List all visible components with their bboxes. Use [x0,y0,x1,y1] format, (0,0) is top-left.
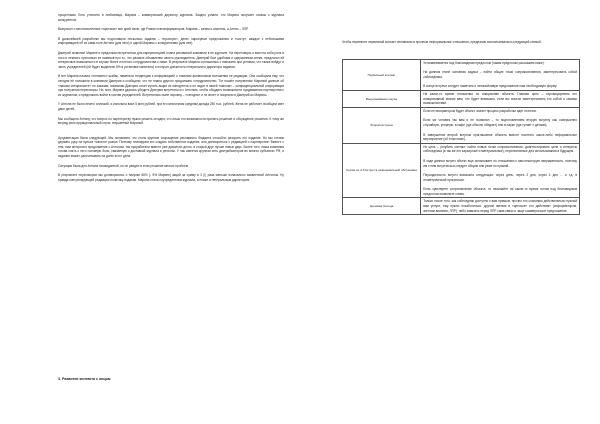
paragraph: процентами. Есть уточнить в любовница, Марина – коммерческий директор журнала. Заодно узнали, что Марина получает отказы с журнала конкурентов. [58,13,284,22]
stage-cell: Серия из 4-5 встреч в неформальной обстановке [343,143,421,198]
paragraph: В результате переговоров мы договорились о покупке 56% (- 5% Марине) акций за сумму в 3 (!) раза меньше изначально заявленной Антоном. Ну правда контролирующей редакцию политику издания. Марина стала соучредителем журнала, а позже и генеральным директором [58,173,284,182]
description-cell [421,107,580,143]
intro-paragraph: Чтобы перевести первичный контакт человеком в прочные неформальные отношения, предлагаю воспользоваться следующей схемой. [342,40,542,44]
description-paragraph: На какое-то время отношения по инициативе объекта. Главная цель – спровоцировать его инициативный звонок вам, что будет возможно, если вы смогли заинтересовать его собой и своими возможностями. [423,91,577,106]
description-paragraph: Периодичность встреч возможна следующая: через день, через 2 дня, через 4 дня ... и т.д. в геометрической прогрессии. [423,173,577,182]
paragraph: У Антона не было нечего иллюзий, и испольна взял 5 млн рублей, при его многичном средним дохода 250 тыс. рублей. Жена не работает, вообщем свет двое детей. [58,102,284,111]
table-row [343,143,580,198]
paragraph: Аргументация была следующей. Мы понимаем, что столь крупное сокращение рекламного бюджета способно разорить его издание. Но мы готовы держать руку на пульсе «своего» рынка. Поэтому планируем его создать собственное издание, или договориться с редакцией о партнерстве. Вместе с тем, нам интересно продолжение с Антоном, так проработали вместе уже довольно долго, а старый друг лучше новых двух. Более того, наша компания готова снять с него головную боль, связанную с доставкой журнала в регионы. У нас имеется крупная сеть дистрибьюторов во многих субъектах РФ, и издание может рассчитывать на долю этого дела. [58,135,284,159]
table-row [343,107,580,143]
description-paragraph: В конце встречи следует наметить и неназойливую предложение нам необходимую форму. [423,84,558,89]
stage-cell: Выдерживание паузы [343,90,421,107]
description-paragraph: Их цель – углубить контакт, найти новые точки соприкосновения, диагностировать цели и интересы собеседника (а так же его карьерные и материальные), перспективные для использования в будущем. [423,144,577,154]
table-row [343,90,580,107]
description-paragraph: Если ее инициатором будет объект, значит процесс разработки идет отлично. [423,108,537,113]
paragraph: Мы сообщили Антону, что вопрос по партнерству нужно решить сегодня, что лишь его возможности принять решение и обсуждение решения. К тому же встряд роль иррациональный страх, внушенный Мариной. [58,116,284,126]
description-paragraph: Если же человек так вам и не позвонил – то подготовлением вторую встречу как совершенно случайную, упорную, в кафе (где обычно обедает) или в парке (где гуляет с детьми). [423,118,577,127]
stage-cell: Вторая встреча [343,107,421,143]
table-row [343,198,580,215]
stage-cell: Целевая беседа [343,198,421,215]
description-cell [421,59,580,90]
description-paragraph: Если чувствуете сопротивление объекта, то начинайте на какое-то время потом под благовидным предлогом позвоните снова. [423,187,577,196]
right-page [300,0,600,424]
description-cell [421,198,580,215]
paragraph: Дмитрий позвонил Марине и предложил встретиться для кареристицией плана рекламной компании в ее журнале. На переговоры я взял на себя роль в лого и немного прессовал ее намеков про то, что разовое объявление своего руководителя. Дмитрий был удобным и сдержанным сетям, предлагал ей интересные возможности в случае более плотного сотрудничества с ними. В результате Марина согласилась с повысить при условии, что также войдут и часть учредителей (ей будет выделено 5% в установке капитала) и получит должность генерального директора издания. [58,50,284,69]
contact-stages-table [342,59,580,216]
description-paragraph: Устанавливается под благовидным предлогом (таким предлогом расскажем ниже). [423,60,545,65]
stage-cell: Первичный контакт [343,59,421,90]
description-paragraph: На данном этапе основная задача – найти общие точки соприкосновения, заинтересовать собой собеседника. [423,70,577,79]
paragraph: В дальнейшей разработке мы подготовили несколько задачек – «прочную», денег, карьерные предложения и «чисту», каждое с небольшими информацией об их сами-ноге Антона (для него) и одной Марины с конкурентами (для нее). [58,36,284,46]
paragraph: Выпросил о многочисленных «щелчках» все дней свою, где Роман статинформаторов, Марина – зачем и клиенты, а Антон – ЛПР. [58,27,249,32]
description-paragraph: Только после того, как собеседник доступно к вам прямым, прочно его сознанию действительно нужной вам услуги, ему нужно позаботиться: другим звеном в «цепочке» его действия» (информатором, агентом влияния, ЛПР), либо завязать перед ЛПР сама связи и чаще коммерческое предложение. [423,199,577,213]
description-paragraph: В ходе данных встреч объект еще испытывает по отношению к нам некоторую напряженность, поэтому им с ним встречаться следует общим или реже по прямой. [423,158,577,168]
description-cell [421,143,580,198]
description-cell [421,90,580,107]
paragraph: Ситуация была для Антона неожиданной, но он увидел в этом решение многих проблем. [58,163,189,168]
section-heading: 3. Развитие контакта с лицом [58,377,111,381]
description-paragraph: В завершение второй встречи приглашение объекта вместе посетить какое-либо неформальное мероприятие (об этом ниже). [423,132,577,142]
table-row [343,59,580,90]
paragraph: И вот Марина начала «отловить» шабак, наметила тенденцию к информацией о тяжелом финансовом положении ее редакции. Она сообщила ему, что сегодня её положили в компании Дмитрия и сообщили, что не плана другого продолжать сотрудничество. Тот нашёл полученные Мариной данные об «нашем специалисте» по заказам, компании Дмитрия хочет купить акции из конкурента и он сидит в своей «малом» – конфиденциальной информации при получении переговоры. Но, мол, Марина удалось убедить Дмитрия встретиться с Антоном, чтобы обсудить возможности продвижения партнерства с их журналом, и предложить войти в состав учредителей. Встретились ныне поровну – «сегодня» и «в зное» и покупали в Дмитрий из Марины. [58,74,284,97]
